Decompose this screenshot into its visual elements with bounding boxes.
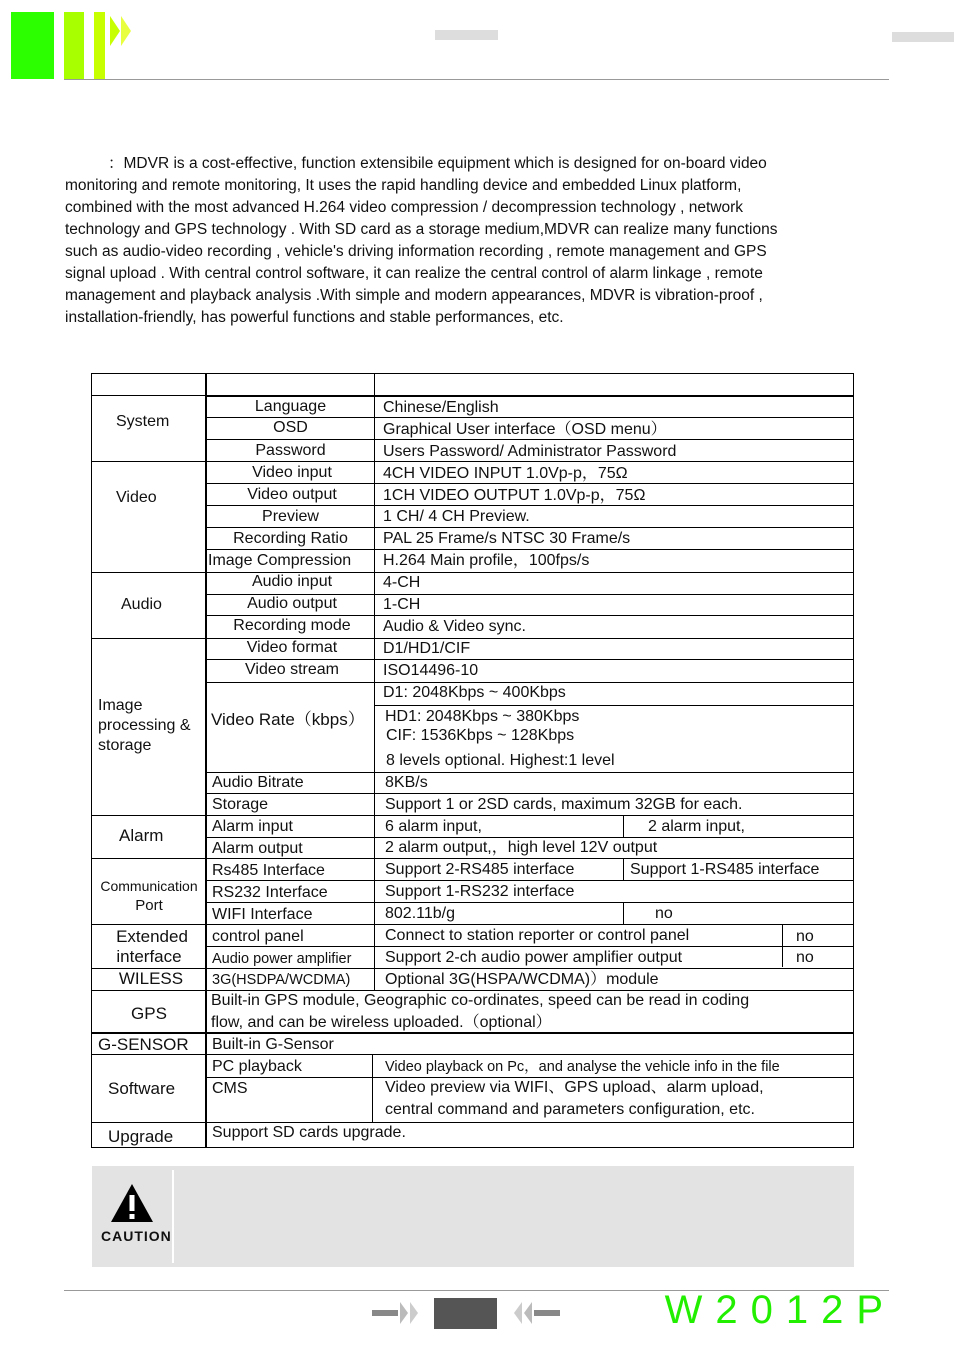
caution-box (92, 1166, 854, 1267)
category-gps: GPS (131, 1004, 167, 1023)
spec-value: Optional 3G(HSPA/WCDMA)）module (385, 971, 659, 988)
spec-value: 4CH VIDEO INPUT 1.0Vp-p，75Ω (383, 465, 628, 482)
spec-item: Video format (246, 639, 338, 656)
spec-value: Built-in GPS module, Geographic co-ordinates, speed can be read in coding (211, 992, 750, 1009)
spec-item: Storage (212, 796, 269, 813)
spec-item: Audio power amplifier (212, 951, 352, 967)
spec-item: Alarm input (212, 818, 293, 835)
intro-line: technology and GPS technology . With SD card as a storage medium,MDVR can realize many functions (65, 221, 778, 238)
spec-value: no (655, 905, 673, 922)
page-number-box (434, 1298, 497, 1329)
spec-value: Video preview via WIFI、GPS upload、alarm upload, (385, 1079, 764, 1096)
spec-item: Preview (262, 508, 319, 525)
category-extended: interface (116, 947, 182, 966)
spec-item: WIFI Interface (212, 906, 313, 923)
spec-value: 1-CH (383, 596, 421, 613)
intro-line: signal upload . With central control software, it can realize the central control of alarm linkage , remote (65, 265, 763, 282)
spec-value: Video playback on Pc，and analyse the vehicle info in the file (385, 1059, 780, 1075)
spec-item: PC playback (212, 1058, 302, 1075)
intro-line: ：MDVR is a cost-effective, function extensibile equipment which is designed for on-board video (108, 155, 767, 172)
header-green-bar (11, 12, 54, 79)
intro-line: such as audio-video recording , vehicle's driving information recording , remote management and GPS (65, 243, 767, 260)
spec-item: Language (254, 398, 327, 415)
intro-line: installation-friendly, has powerful functions and stable performances, etc. (65, 309, 564, 326)
spec-item: Audio output (247, 595, 337, 612)
category-extended: Extended (116, 927, 188, 946)
spec-value: HD1: 2048Kbps ~ 380Kbps (385, 708, 580, 725)
spec-value: 6 alarm input, (385, 818, 482, 835)
spec-value: 2 alarm input, (648, 818, 745, 835)
spec-value: Connect to station reporter or control panel (385, 927, 690, 944)
spec-item: Video Rate（kbps） (211, 710, 365, 729)
spec-value: no (796, 928, 814, 945)
spec-value: CIF: 1536Kbps ~ 128Kbps (386, 727, 575, 744)
category-alarm: Alarm (119, 826, 164, 845)
spec-item: RS232 Interface (212, 884, 328, 901)
arrow-left-icon (508, 1300, 560, 1326)
category-image: processing & (98, 717, 191, 734)
spec-item: Password (255, 442, 326, 459)
spec-value: 8 levels optional. Highest:1 level (386, 752, 615, 769)
category-software: Software (108, 1079, 176, 1098)
category-communication: Port (135, 897, 163, 914)
spec-item: 3G(HSDPA/WCDMA) (212, 972, 351, 988)
intro-line: combined with the most advanced H.264 video compression / decompression technology , network (65, 199, 744, 216)
spec-value: central command and parameters configuration, etc. (385, 1101, 755, 1118)
caution-label: CAUTION (101, 1228, 172, 1244)
spec-item: Image Compression (208, 552, 352, 569)
spec-value: 8KB/s (385, 774, 428, 791)
spec-value: 802.11b/g (385, 905, 455, 922)
spec-item: CMS (212, 1080, 248, 1097)
header-lime-bar (64, 12, 84, 79)
arrow-right-icon (372, 1300, 424, 1326)
header-yellow-bar (94, 12, 105, 79)
header-tab-right (892, 32, 954, 42)
category-wiless: WILESS (118, 969, 184, 988)
category-gsensor: G-SENSOR (98, 1035, 189, 1054)
spec-value: D1: 2048Kbps ~ 400Kbps (383, 684, 566, 701)
intro-line: monitoring and remote monitoring, It uses the rapid handling device and embedded Linux platform, (65, 177, 742, 194)
category-communication: Communication (100, 878, 198, 894)
spec-value: Users Password/ Administrator Password (383, 443, 677, 460)
spec-value: Support 1-RS485 interface (630, 861, 820, 878)
spec-value: Support 2-RS485 interface (385, 861, 575, 878)
spec-item: Recording mode (233, 617, 351, 634)
category-system: System (116, 413, 170, 430)
spec-value: 2 alarm output,，high level 12V output (385, 839, 658, 856)
category-image: storage (98, 737, 152, 754)
spec-value: 4-CH (383, 574, 421, 591)
spec-item: control panel (212, 928, 304, 945)
spec-item: Video input (252, 464, 332, 481)
header-tab (435, 30, 498, 40)
spec-item: Video output (247, 486, 337, 503)
spec-value: D1/HD1/CIF (383, 640, 471, 657)
spec-item: Alarm output (212, 840, 303, 857)
spec-value: Support 2-ch audio power amplifier output (385, 949, 683, 966)
header-rule (64, 79, 889, 80)
spec-item: Audio input (251, 573, 333, 590)
intro-line: management and playback analysis .With simple and modern appearances, MDVR is vibration-proof , (65, 287, 763, 304)
spec-value: H.264 Main profile，100fps/s (383, 552, 590, 569)
spec-value: PAL 25 Frame/s NTSC 30 Frame/s (383, 530, 631, 547)
category-video: Video (116, 489, 157, 506)
spec-value: Support SD cards upgrade. (212, 1124, 406, 1141)
model-name: W2012P (664, 1288, 896, 1332)
spec-value: no (796, 949, 814, 966)
spec-value: ISO14496-10 (383, 662, 479, 679)
caution-divider (172, 1170, 174, 1263)
spec-item: OSD (273, 419, 308, 436)
spec-value: Support 1 or 2SD cards, maximum 32GB for each. (385, 796, 743, 813)
warning-triangle-icon (109, 1182, 155, 1224)
spec-value: Audio & Video sync. (383, 618, 526, 635)
category-audio: Audio (121, 596, 162, 613)
spec-value: Built-in G-Sensor (212, 1036, 334, 1053)
spec-value: 1 CH/ 4 CH Preview. (383, 508, 530, 525)
intro-paragraph (65, 153, 895, 329)
spec-value: Chinese/English (383, 399, 499, 416)
spec-value: Support 1-RS232 interface (385, 883, 575, 900)
spec-value: Graphical User interface（OSD menu） (383, 421, 667, 438)
spec-item: Rs485 Interface (212, 862, 325, 879)
spec-value: flow, and can be wireless uploaded.（optional） (211, 1014, 552, 1031)
category-image: Image (98, 697, 143, 714)
category-upgrade: Upgrade (108, 1127, 174, 1146)
spec-item: Audio Bitrate (212, 774, 304, 791)
spec-item: Recording Ratio (233, 530, 348, 547)
spec-item: Video stream (245, 661, 339, 678)
chevron-right-icon (108, 14, 134, 48)
spec-value: 1CH VIDEO OUTPUT 1.0Vp-p，75Ω (383, 487, 646, 504)
